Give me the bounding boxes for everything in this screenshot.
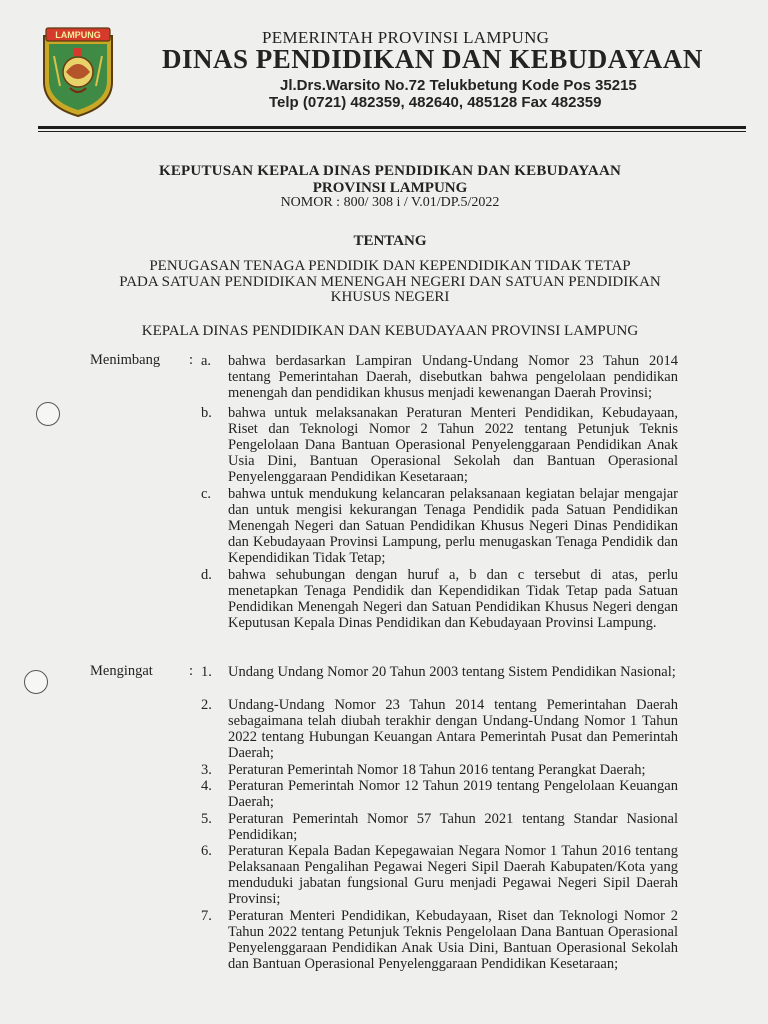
clause-marker: 1. bbox=[201, 664, 212, 680]
menimbang-clause-a: bahwa berdasarkan Lampiran Undang-Undang Nomor 23 Tahun 2014 tentang Pemerintahan Daerah, disebutkan bahwa pengelolaan pendidikan menengah dan pendidikan khusus menjadi kewenangan Daerah Provinsi; bbox=[228, 353, 678, 401]
mengingat-item-3: Peraturan Pemerintah Nomor 18 Tahun 2016 tentang Perangkat Daerah; bbox=[228, 762, 646, 778]
government-name: PEMERINTAH PROVINSI LAMPUNG bbox=[262, 28, 550, 47]
clause-marker: d. bbox=[201, 567, 212, 583]
decree-subject-line-2: PADA SATUAN PENDIDIKAN MENENGAH NEGERI DAN SATUAN PENDIDIKAN bbox=[119, 274, 661, 290]
mengingat-colon: : bbox=[189, 663, 194, 679]
mengingat-item-4: Peraturan Pemerintah Nomor 12 Tahun 2019 tentang Pengelolaan Keuangan Daerah; bbox=[228, 778, 678, 810]
clause-marker: 5. bbox=[201, 811, 212, 827]
letterhead-rule-thick bbox=[38, 126, 746, 129]
svg-text:LAMPUNG: LAMPUNG bbox=[55, 30, 101, 40]
tentang-heading: TENTANG bbox=[353, 233, 427, 249]
punch-hole bbox=[24, 670, 48, 694]
decree-subject-line-3: KHUSUS NEGERI bbox=[330, 289, 450, 305]
punch-hole bbox=[36, 402, 60, 426]
mengingat-item-1: Undang Undang Nomor 20 Tahun 2003 tentang Sistem Pendidikan Nasional; bbox=[228, 664, 676, 680]
agency-address: Jl.Drs.Warsito No.72 Telukbetung Kode Pos 35215 bbox=[280, 77, 637, 94]
decree-title-province: PROVINSI LAMPUNG bbox=[312, 180, 468, 196]
clause-marker: 4. bbox=[201, 778, 212, 794]
mengingat-item-7: Peraturan Menteri Pendidikan, Kebudayaan, Riset dan Teknologi Nomor 2 Tahun 2022 tentang Petunjuk Teknis Pengelolaan Dana Bantuan Operasional Penyelenggaraan Pendidikan Anak Usia Dini, Bantuan Operasional Sekolah dan Bantuan Operasional Penyelenggaraan Pendidikan Kesetaraan; bbox=[228, 908, 678, 972]
menimbang-clause-b: bahwa untuk melaksanakan Peraturan Menteri Pendidikan, Kebudayaan, Riset dan Teknologi Nomor 2 Tahun 2022 tentang Petunjuk Teknis Pengelolaan Dana Bantuan Operasional Penyelenggaraan Pendidikan Anak Usia Dini, Bantuan Operasional Sekolah dan Bantuan Operasional Penyelenggaraan Pendidikan Kesetaraan; bbox=[228, 405, 678, 485]
agency-name: DINAS PENDIDIKAN DAN KEBUDAYAAN bbox=[162, 44, 703, 74]
menimbang-clause-c: bahwa untuk mendukung kelancaran pelaksanaan kegiatan belajar mengajar dan untuk mengisi kekurangan Tenaga Pendidik pada Satuan Pendidikan Menengah Negeri dan Satuan Pendidikan Khusus Negeri Dinas Pendidikan dan Kebudayaan Provinsi Lampung, perlu menugaskan Tenaga Pendidik dan Kependidikan Tidak Tetap; bbox=[228, 486, 678, 566]
clause-marker: b. bbox=[201, 405, 212, 421]
mengingat-label: Mengingat bbox=[90, 663, 153, 679]
clause-marker: 3. bbox=[201, 762, 212, 778]
menimbang-label: Menimbang bbox=[90, 352, 161, 368]
clause-marker: a. bbox=[201, 353, 212, 369]
letterhead-rule-thin bbox=[38, 131, 746, 132]
mengingat-item-5: Peraturan Pemerintah Nomor 57 Tahun 2021 tentang Standar Nasional Pendidikan; bbox=[228, 811, 678, 843]
clause-marker: 7. bbox=[201, 908, 212, 924]
decree-issuer: KEPALA DINAS PENDIDIKAN DAN KEBUDAYAAN PROVINSI LAMPUNG bbox=[141, 323, 639, 339]
lampung-emblem-logo bbox=[40, 26, 116, 118]
decree-subject-line-1: PENUGASAN TENAGA PENDIDIK DAN KEPENDIDIKAN TIDAK TETAP bbox=[149, 258, 631, 274]
decree-title: KEPUTUSAN KEPALA DINAS PENDIDIKAN DAN KEBUDAYAAN bbox=[158, 163, 622, 179]
mengingat-item-6: Peraturan Kepala Badan Kepegawaian Negara Nomor 1 Tahun 2016 tentang Pelaksanaan Pengalihan Pegawai Negeri Sipil Daerah Kabupaten/Kota yang menduduki jabatan fungsional Guru menjadi Pegawai Negeri Sipil Daerah Provinsi; bbox=[228, 843, 678, 907]
clause-marker: 6. bbox=[201, 843, 212, 859]
decree-number: NOMOR : 800/ 308 i / V.01/DP.5/2022 bbox=[280, 195, 500, 210]
agency-phone-fax: Telp (0721) 482359, 482640, 485128 Fax 482359 bbox=[269, 94, 602, 111]
menimbang-colon: : bbox=[189, 352, 194, 368]
clause-marker: 2. bbox=[201, 697, 212, 713]
menimbang-clause-d: bahwa sehubungan dengan huruf a, b dan c tersebut di atas, perlu menetapkan Tenaga Pendidik dan Kependidikan Tidak Tetap pada Satuan Pendidikan Menengah Negeri dan Satuan Pendidikan Khusus Negeri dengan Keputusan Kepala Dinas Pendidikan dan Kebudayaan Provinsi Lampung. bbox=[228, 567, 678, 631]
clause-marker: c. bbox=[201, 486, 212, 502]
mengingat-item-2: Undang-Undang Nomor 23 Tahun 2014 tentang Pemerintahan Daerah sebagaimana telah diubah terakhir dengan Undang-Undang Nomor 1 Tahun 2022 tentang Hubungan Keuangan Antara Pemerintah Pusat dan Pemerintah Daerah; bbox=[228, 697, 678, 761]
